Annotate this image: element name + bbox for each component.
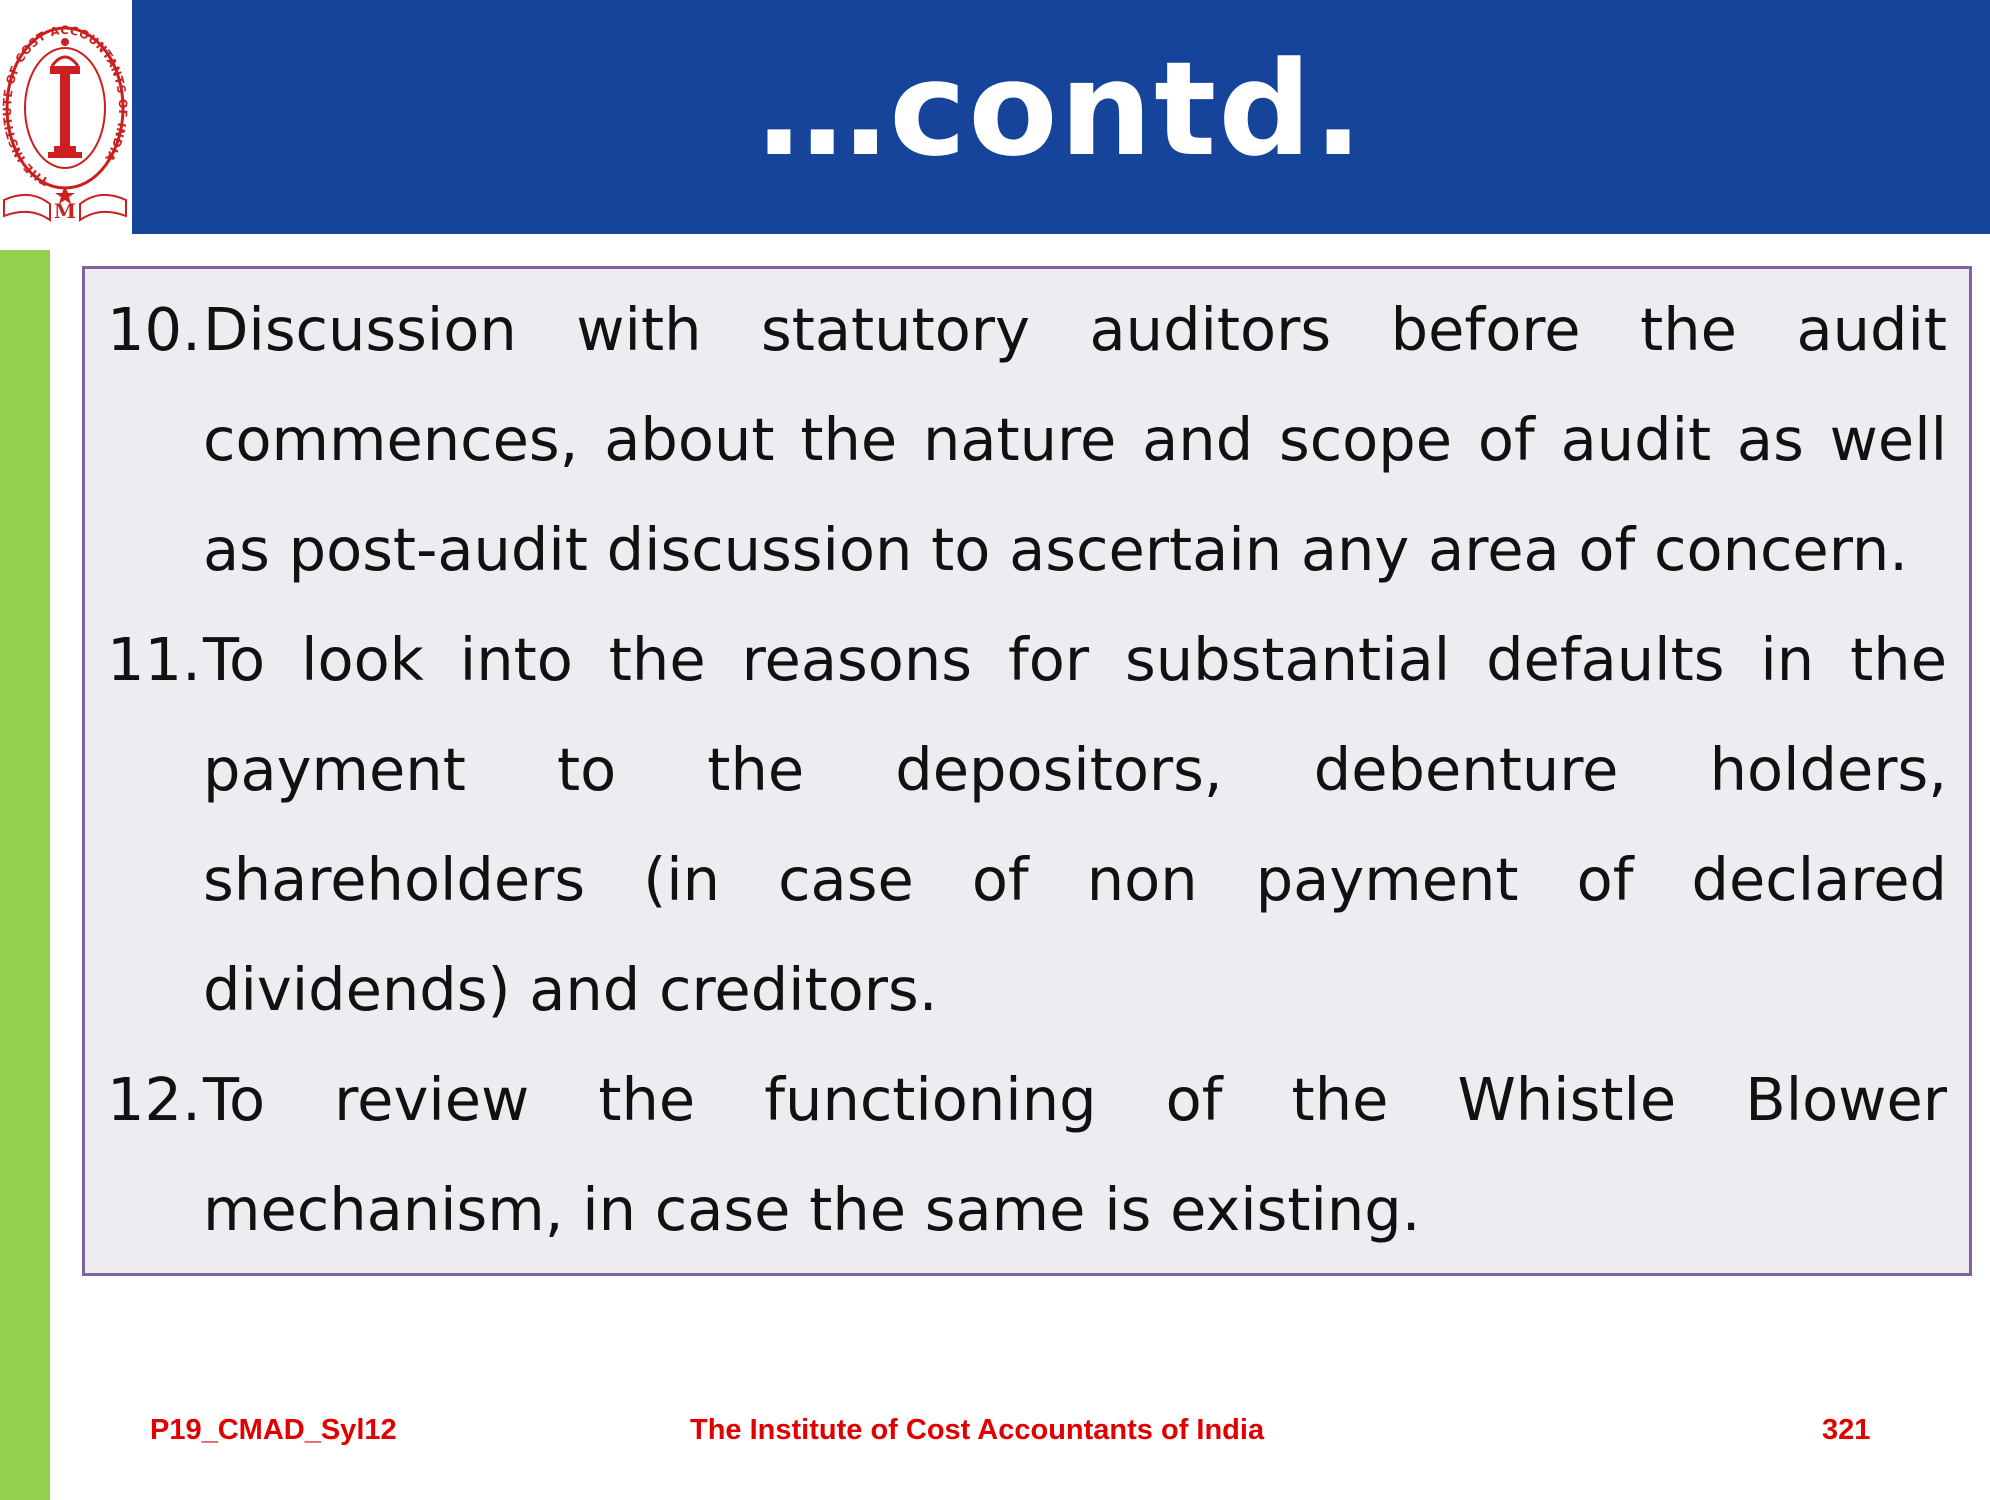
side-accent-bar — [0, 250, 50, 1500]
slide-title: …contd. — [757, 33, 1365, 185]
list-item — [107, 275, 1947, 605]
footer-institute-name: The Institute of Cost Accountants of India — [690, 1414, 1265, 1446]
logo-ring-text: THE INSTITUTE OF COST ACCOUNTANTS OF INDIA — [0, 22, 130, 189]
list-item-text: To review the functioning of the Whistle Blower mechanism, in case the same is existing. — [203, 1065, 1947, 1244]
list-item-text: Discussion with statutory auditors before the audit commences, about the nature and scope of audit as well as post-audit discussion to ascertain any area of concern. — [203, 295, 1947, 584]
list-item-number: 11. — [107, 625, 201, 694]
list-item — [107, 605, 1947, 1045]
footer-page-number: 321 — [1822, 1414, 1871, 1446]
footer-course-code: P19_CMAD_Syl12 — [150, 1414, 397, 1446]
svg-text:M: M — [53, 199, 77, 223]
institute-logo — [0, 0, 130, 234]
list-item-number: 10. — [107, 295, 201, 364]
content-box — [82, 266, 1972, 1276]
header-bar — [132, 0, 1990, 234]
emblem-icon — [0, 0, 130, 234]
list-item-number: 12. — [107, 1065, 201, 1134]
list-item-text: To look into the reasons for substantial defaults in the payment to the depositors, debenture holders, shareholders (in case of non payment of declared dividends) and creditors. — [203, 625, 1947, 1024]
list-item — [107, 1045, 1947, 1265]
